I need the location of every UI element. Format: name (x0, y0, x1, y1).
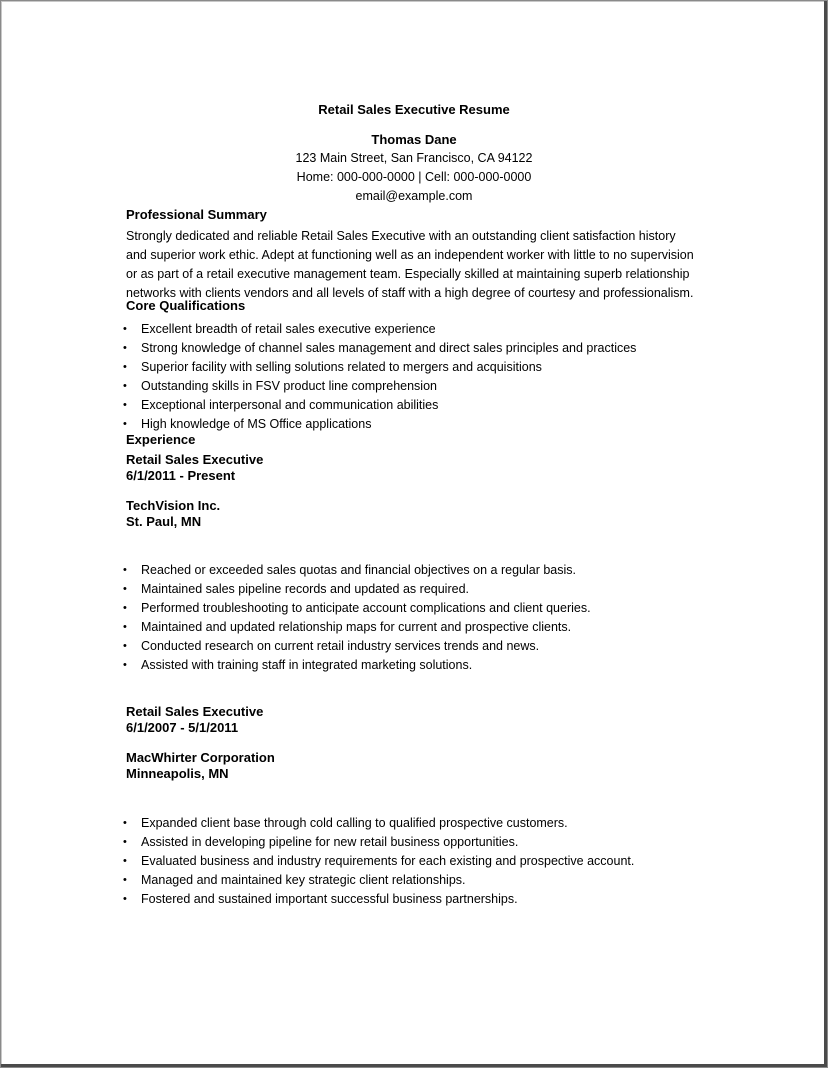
list-item-text: Exceptional interpersonal and communication abilities (141, 398, 439, 412)
list-item (123, 415, 706, 434)
list-item (123, 377, 706, 396)
list-item-text: Maintained sales pipeline records and updated as required. (141, 582, 469, 596)
contact-header (126, 130, 702, 206)
job-duties-list (123, 814, 706, 909)
list-item (123, 339, 706, 358)
bullet-icon: • (123, 836, 127, 848)
list-item-text: Assisted in developing pipeline for new retail business opportunities. (141, 835, 519, 849)
list-item-text: Performed troubleshooting to anticipate account complications and client queries. (141, 601, 591, 615)
list-item (123, 833, 706, 852)
job-location: Minneapolis, MN (126, 766, 229, 781)
experience-heading: Experience (126, 432, 196, 447)
list-item-text: High knowledge of MS Office applications (141, 417, 372, 431)
qualifications-list (123, 320, 706, 434)
bullet-icon: • (123, 817, 127, 829)
list-item (123, 871, 706, 890)
job-title: Retail Sales Executive (126, 452, 264, 467)
bullet-icon: • (123, 621, 127, 633)
list-item-text: Outstanding skills in FSV product line comprehension (141, 379, 437, 393)
job-company: MacWhirter Corporation (126, 750, 275, 765)
list-item (123, 358, 706, 377)
bullet-icon: • (123, 893, 127, 905)
list-item (123, 814, 706, 833)
resume-document (123, 100, 706, 909)
bullet-icon: • (123, 399, 127, 411)
list-item-text: Reached or exceeded sales quotas and financial objectives on a regular basis. (141, 563, 576, 577)
bullet-icon: • (123, 874, 127, 886)
phone-line: Home: 000-000-0000 | Cell: 000-000-0000 (296, 170, 532, 184)
job-location: St. Paul, MN (126, 514, 202, 529)
bullet-icon: • (123, 323, 127, 335)
list-item-text: Strong knowledge of channel sales management and direct sales principles and practices (141, 341, 637, 355)
list-item (123, 852, 706, 871)
bullet-icon: • (123, 583, 127, 595)
document-title: Retail Sales Executive Resume (318, 102, 510, 117)
list-item-text: Expanded client base through cold calling to qualified prospective customers. (141, 816, 568, 830)
list-item-text: Maintained and updated relationship maps for current and prospective clients. (141, 620, 572, 634)
summary-heading: Professional Summary (126, 207, 267, 222)
job-company: TechVision Inc. (126, 498, 221, 513)
bullet-icon: • (123, 659, 127, 671)
summary-text: Strongly dedicated and reliable Retail Sales Executive with an outstanding client satisfaction history and superior work ethic. Adept at functioning well as an independent worker with little to no supervision or as part of a retail executive management team. Especially skilled at maintaining superb relationship networks with clients vendors and all levels of staff with a high degree of courtesy and professionalism. (126, 229, 694, 300)
list-item-text: Assisted with training staff in integrated marketing solutions. (141, 658, 473, 672)
email-line: email@example.com (355, 189, 473, 203)
qualifications-heading: Core Qualifications (126, 298, 246, 313)
list-item (123, 320, 706, 339)
list-item-text: Superior facility with selling solutions related to mergers and acquisitions (141, 360, 542, 374)
job-dates: 6/1/2007 - 5/1/2011 (126, 720, 239, 735)
candidate-name: Thomas Dane (371, 132, 457, 147)
list-item (123, 637, 706, 656)
list-item (123, 890, 706, 909)
list-item-text: Excellent breadth of retail sales executive experience (141, 322, 436, 336)
job-title: Retail Sales Executive (126, 704, 264, 719)
bullet-icon: • (123, 602, 127, 614)
bullet-icon: • (123, 361, 127, 373)
list-item (123, 561, 706, 580)
bullet-icon: • (123, 640, 127, 652)
list-item-text: Fostered and sustained important successful business partnerships. (141, 892, 518, 906)
address-line: 123 Main Street, San Francisco, CA 94122 (295, 151, 533, 165)
job-dates: 6/1/2011 - Present (126, 468, 236, 483)
bullet-icon: • (123, 855, 127, 867)
bullet-icon: • (123, 418, 127, 430)
list-item (123, 656, 706, 675)
bullet-icon: • (123, 564, 127, 576)
list-item-text: Evaluated business and industry requirements for each existing and prospective account. (141, 854, 635, 868)
list-item (123, 580, 706, 599)
list-item-text: Conducted research on current retail industry services trends and news. (141, 639, 540, 653)
job-duties-list (123, 561, 706, 675)
list-item-text: Managed and maintained key strategic client relationships. (141, 873, 466, 887)
bullet-icon: • (123, 380, 127, 392)
list-item (123, 599, 706, 618)
list-item (123, 396, 706, 415)
list-item (123, 618, 706, 637)
bullet-icon: • (123, 342, 127, 354)
